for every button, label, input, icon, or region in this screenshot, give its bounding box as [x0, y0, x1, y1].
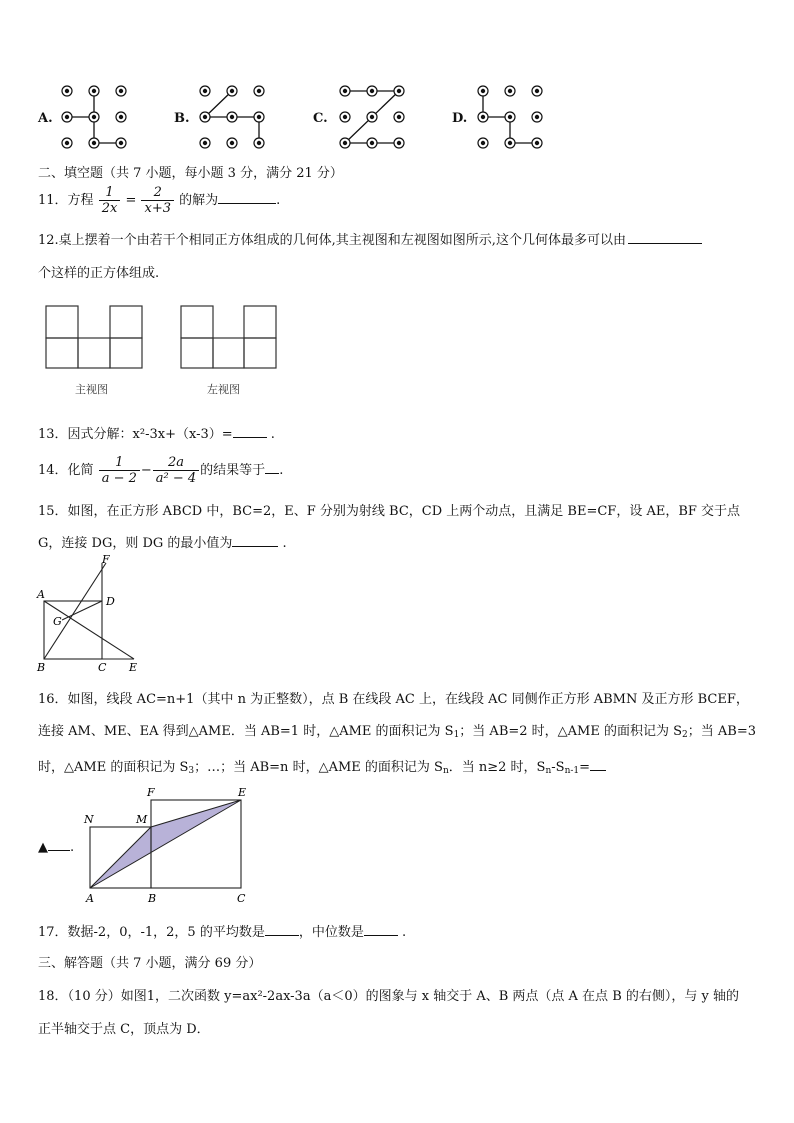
grid-dot-center — [535, 141, 538, 144]
q16-sn: n — [442, 766, 449, 776]
q11-tail: 的解为 — [179, 193, 219, 208]
q16-marker-blank[interactable] — [48, 838, 70, 851]
q16-label-m: M — [136, 813, 148, 826]
q16-t3e: = — [579, 760, 591, 775]
q15-label-f: F — [102, 553, 110, 566]
q13-end: . — [270, 427, 275, 442]
q13-answer-blank[interactable] — [233, 425, 267, 438]
q16-t2a: 连接 AM、ME、EA 得到△AME．当 AB=1 时，△AME 的面积记为 S — [38, 724, 454, 739]
grid-dot-center — [119, 115, 122, 118]
grid-dot-center — [230, 141, 233, 144]
grid-dot-center — [203, 89, 206, 92]
q14-fraction-2 — [153, 455, 199, 486]
q16-label-c: C — [237, 892, 246, 905]
option-c-label: C. — [313, 111, 328, 126]
grid-dot-center — [257, 141, 260, 144]
q16-label-f: F — [147, 786, 155, 799]
q11-fraction-1 — [99, 185, 121, 216]
q16-line-1: 16．如图，线段 AC=n+1（其中 n 为正整数），点 B 在线段 AC 上，在线段 AC 同侧作正方形 ABMN 及正方形 BCEF， — [38, 692, 749, 707]
q13-text: 13．因式分解：x²-3x+（x-3）= — [38, 427, 233, 442]
q15-end: . — [282, 536, 287, 551]
q12-left-view-caption: 左视图 — [207, 383, 240, 396]
q12-front-view-caption: 主视图 — [75, 383, 108, 396]
q17-median-blank[interactable] — [364, 923, 398, 936]
q18-line-1: 18．（10 分）如图1，二次函数 y=ax²-2ax-3a（a＜0）的图象与 x 轴交于 A、B 两点（点 A 在点 B 的右侧），与 y 轴的 — [38, 989, 739, 1004]
q11-f1-den: 2x — [101, 201, 118, 216]
q16-label-b: B — [148, 892, 157, 905]
q16-squares-figure — [80, 783, 260, 908]
q16-end: . — [70, 840, 75, 855]
q16-label-a: A — [86, 892, 94, 905]
q15-square-figure — [34, 553, 144, 678]
q16-triangle: ▲ — [38, 840, 48, 855]
q12-line-2: 个这样的正方体组成. — [38, 266, 160, 281]
q16-label-n: N — [84, 813, 94, 826]
q11-f2-den: x+3 — [144, 201, 171, 216]
q14-end: . — [279, 463, 284, 478]
q16-s2: 2 — [682, 730, 688, 740]
q14-fraction-1 — [99, 455, 140, 486]
q18-line-2: 正半轴交于点 C，顶点为 D． — [38, 1022, 210, 1037]
q14-f1-num: 1 — [99, 455, 140, 471]
q16-answer-blank[interactable] — [590, 758, 606, 771]
q14-f2-num: 2a — [153, 455, 199, 471]
segment-dg — [62, 601, 102, 620]
grid-dot-center — [481, 89, 484, 92]
grid-dot-center — [370, 115, 373, 118]
q15-answer-blank[interactable] — [232, 534, 278, 547]
q14-tail: 的结果等于 — [200, 463, 266, 478]
q14-f1-den: a − 2 — [101, 471, 137, 486]
grid-dot-center — [535, 89, 538, 92]
grid-dot-center — [508, 89, 511, 92]
question-11: 11．方程 $\frac{1}{2x}$ = $\frac{2}{x+3}$ 的解为 . — [38, 185, 281, 216]
question-17 — [38, 921, 406, 940]
grid-dot-center — [370, 89, 373, 92]
q12-text-1: 12.桌上摆着一个由若干个相同正方体组成的几何体,其主视图和左视图如图所示,这个几何体最多可以由 — [38, 233, 626, 248]
q11-fraction-2 — [141, 185, 174, 216]
grid-dot-center — [257, 89, 260, 92]
grid-dot-center — [230, 89, 233, 92]
grid-dot-center — [481, 141, 484, 144]
q14-answer-blank[interactable] — [265, 461, 279, 474]
q16-t3a: 时，△AME 的面积记为 S — [38, 760, 189, 775]
grid-dot-center — [343, 89, 346, 92]
grid-dot-center — [119, 89, 122, 92]
q15-label-b: B — [37, 661, 46, 674]
q16-t3d: -S — [551, 760, 565, 775]
q17-mid: ，中位数是 — [298, 925, 364, 940]
q15-label-e: E — [129, 661, 138, 674]
square-abcd — [44, 601, 102, 659]
q16-line-2 — [38, 720, 756, 740]
grid-dot-center — [65, 141, 68, 144]
grid-dot-center — [508, 115, 511, 118]
grid-dot-center — [370, 141, 373, 144]
option-b-label: B. — [174, 111, 190, 126]
grid-dot-center — [508, 141, 511, 144]
segment-ae — [44, 601, 134, 659]
triangle-ame — [90, 800, 241, 888]
grid-dot-center — [397, 89, 400, 92]
q15-text-2: G，连接 DG，则 DG 的最小值为 — [38, 536, 233, 551]
q15-line-1: 15．如图，在正方形 ABCD 中，BC=2，E、F 分别为射线 BC，CD 上两个动点，且满足 BE=CF，设 AE，BF 交于点 — [38, 504, 741, 519]
q11-f1-num: 1 — [99, 185, 121, 201]
q11-f2-num: 2 — [141, 185, 174, 201]
q14-prefix: 14．化简 — [38, 463, 94, 478]
q16-s3: 3 — [188, 766, 195, 776]
q14-f2-den: a² − 4 — [155, 471, 197, 486]
q16-line-3 — [38, 756, 606, 776]
q15-label-g: G — [53, 615, 62, 628]
q16-t2c: ；当 AB=3 — [687, 724, 757, 739]
q15-label-c: C — [98, 661, 107, 674]
q11-equals: = — [125, 193, 137, 208]
grid-dot-center — [257, 115, 260, 118]
q14-minus: − — [140, 463, 152, 478]
grid-dot-center — [203, 115, 206, 118]
q17-end: . — [401, 925, 407, 940]
q16-t3c: ．当 n≥2 时，S — [448, 760, 546, 775]
grid-dot-center — [119, 141, 122, 144]
grid-dot-center — [535, 115, 538, 118]
grid-dot-center — [65, 115, 68, 118]
grid-dot-center — [397, 115, 400, 118]
segment-bf — [44, 563, 106, 659]
grid-dot-center — [343, 141, 346, 144]
q16-t2b: ；当 AB=2 时，△AME 的面积记为 S — [459, 724, 683, 739]
grid-dot-center — [92, 89, 95, 92]
q12-line-1 — [38, 229, 702, 248]
q16-t3b: ；…；当 AB=n 时，△AME 的面积记为 S — [194, 760, 443, 775]
q11-prefix: 11．方程 — [38, 193, 94, 208]
grid-dot-center — [65, 89, 68, 92]
q16-label-e: E — [238, 786, 247, 799]
question-14 — [38, 452, 283, 490]
question-13 — [38, 423, 275, 442]
q11-answer-blank[interactable] — [218, 191, 276, 204]
option-a-label: A. — [38, 111, 53, 126]
q15-line-2 — [38, 532, 287, 551]
q15-label-a: A — [37, 588, 45, 601]
grid-dot-center — [92, 141, 95, 144]
q16-s1: 1 — [453, 730, 460, 740]
grid-dot-center — [92, 115, 95, 118]
q16-sn1: n-1 — [564, 766, 580, 776]
grid-dot-center — [203, 141, 206, 144]
grid-dot-center — [230, 115, 233, 118]
section-2-heading: 二、填空题（共 7 小题，每小题 3 分，满分 21 分） — [38, 166, 343, 181]
q16-sn2: n — [545, 766, 552, 776]
option-d-label: D. — [452, 111, 468, 126]
q17-text: 17．数据-2，0，-1，2，5 的平均数是 — [38, 925, 265, 940]
q12-answer-blank[interactable] — [628, 231, 702, 244]
q16-answer-marker — [38, 838, 74, 855]
grid-dot-center — [397, 141, 400, 144]
q15-label-d: D — [106, 595, 115, 608]
options-dot-grids — [0, 80, 794, 155]
grid-dot-center — [343, 115, 346, 118]
grid-dot-center — [481, 115, 484, 118]
q12-views-figure — [40, 300, 290, 375]
section-3-heading: 三、解答题（共 7 小题，满分 69 分） — [38, 956, 262, 971]
q17-mean-blank[interactable] — [265, 923, 299, 936]
